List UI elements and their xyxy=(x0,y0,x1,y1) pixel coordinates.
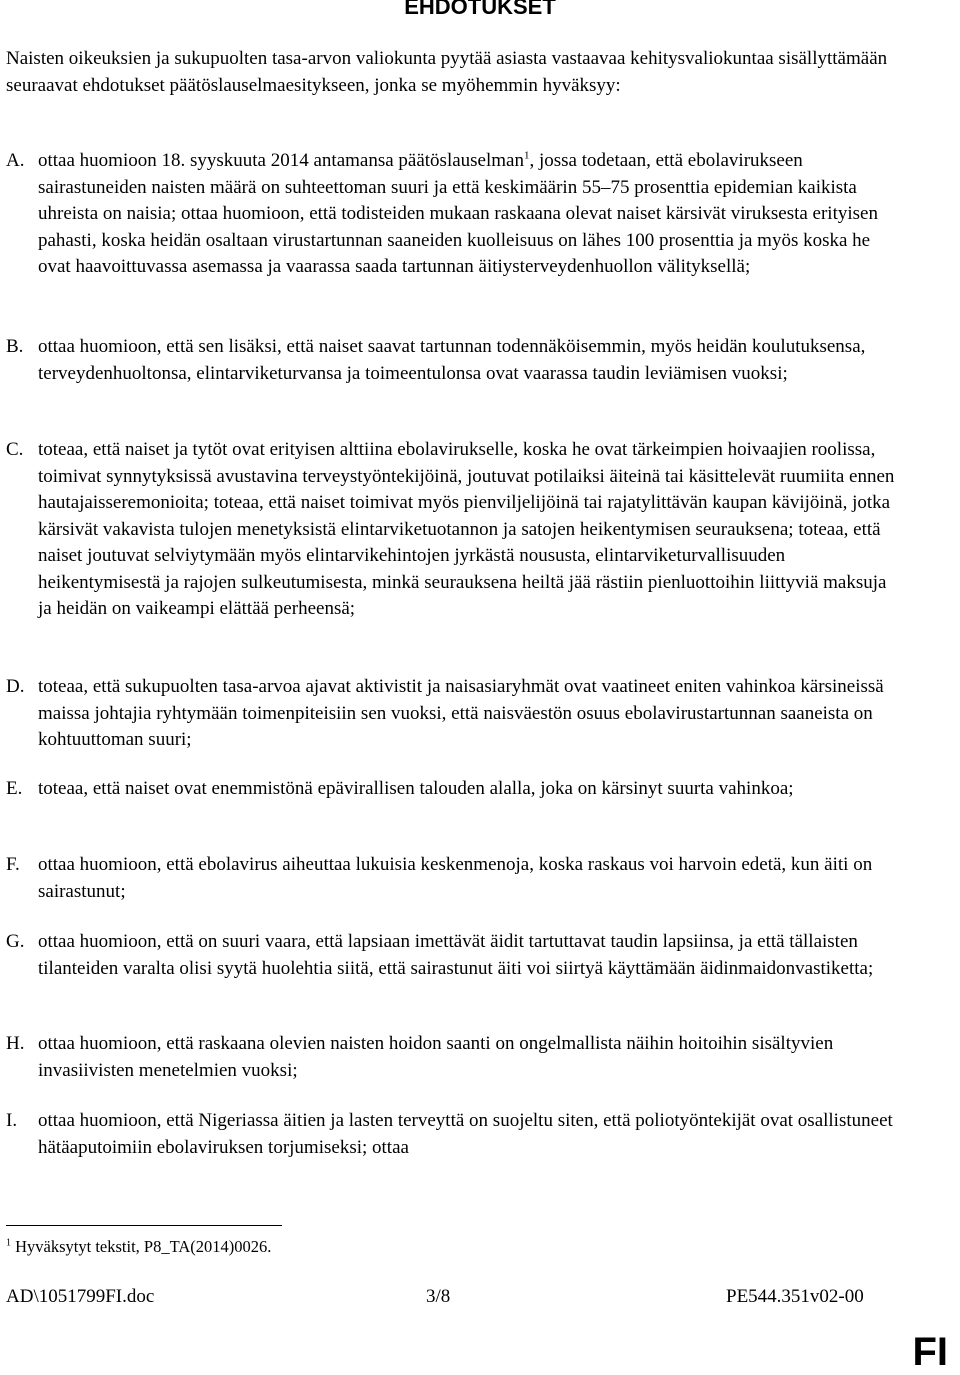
recital-text: ottaa huomioon, että ebolavirus aiheuttaa lukuisia keskenmenoja, koska raskaus voi harvoin edetä, kun äiti on sairastunut; xyxy=(38,854,873,902)
recital-letter: F. xyxy=(6,854,20,875)
recital-text: toteaa, että naiset ja tytöt ovat erityisen alttiina ebolavirukselle, koska he ovat tärkeimpien hoivaajien roolissa, toimivat synnytyksissä avustavina terveystyöntekijöinä, joutuvat potilaiksi äiteinä tai käsittelevät ruumiita ennen hautajaisseremonioita; toteaa, että naiset toimivat myös pienviljelijöinä tai rajatylittävän kaupan kävijöinä, jotka kärsivät vakavista tulojen menetyksistä elintarviketuotannon ja satojen heikentymisen seurauksena; toteaa, että naiset joutuvat selviytymään myös elintarvikehintojen jyrkästä noususta, elintarviketurvallisuuden heikentymisestä ja rajojen sulkeutumisesta, minkä seurauksena heiltä jää rästiin pienluottoihin liittyviä maksuja ja heidän on vaikeampi elättää perheensä; xyxy=(38,439,895,619)
footnote-divider xyxy=(6,1225,282,1226)
recital-letter: H. xyxy=(6,1033,25,1054)
recital-letter: C. xyxy=(6,439,24,460)
recital-letter: A. xyxy=(6,150,25,171)
footer-pe-ref: PE544.351v02-00 xyxy=(726,1286,864,1307)
recital-i xyxy=(6,1108,896,1161)
recital-text: toteaa, että naiset ovat enemmistönä epävirallisen talouden alalla, joka on kärsinyt suurta vahinkoa; xyxy=(38,778,794,799)
recital-letter: G. xyxy=(6,931,25,952)
footnote xyxy=(6,1236,271,1258)
recital-e xyxy=(6,776,896,803)
page-title: EHDOTUKSET xyxy=(404,0,556,19)
recital-text: toteaa, että sukupuolten tasa-arvoa ajavat aktivistit ja naisasiaryhmät ovat vaatineet eniten vahinkoa kärsineissä maissa johtajia ryhtymään toimenpiteisiin sen vuoksi, että naisväestön osuus ebolavirustartunnan saaneista on kohtuuttoman suuri; xyxy=(38,676,884,750)
recital-a xyxy=(6,148,896,281)
recital-h xyxy=(6,1031,896,1084)
footnote-reference: 1 xyxy=(523,149,530,162)
footnote-text: Hyväksytyt tekstit, P8_TA(2014)0026. xyxy=(11,1237,272,1256)
recital-text: ottaa huomioon, että Nigeriassa äitien ja lasten terveyttä on suojeltu siten, että poliotyöntekijät ovat osallistuneet hätäaputoimiin ebolaviruksen torjumiseksi; ottaa xyxy=(38,1110,893,1158)
recital-letter: B. xyxy=(6,336,24,357)
footer-doc-ref: AD\1051799FI.doc xyxy=(6,1286,155,1307)
footer-page-number: 3/8 xyxy=(426,1286,451,1307)
recital-d xyxy=(6,674,896,754)
recital-letter: D. xyxy=(6,676,25,697)
recital-text: ottaa huomioon, että raskaana olevien naisten hoidon saanti on ongelmallista näihin hoitoihin sisältyvien invasiivisten menetelmien vuoksi; xyxy=(38,1033,834,1081)
recital-b xyxy=(6,334,896,387)
footnote-number: 1 xyxy=(6,1237,11,1249)
recital-g xyxy=(6,929,896,982)
recital-text: ottaa huomioon, että sen lisäksi, että naiset saavat tartunnan todennäköisemmin, myös heidän koulutuksensa, terveydenhuoltonsa, elintarviketurvansa ja toimeentulonsa ovat vaarassa taudin leviämisen vuoksi; xyxy=(38,336,866,384)
recital-letter: E. xyxy=(6,778,23,799)
intro-paragraph: Naisten oikeuksien ja sukupuolten tasa-arvon valiokunta pyytää asiasta vastaavaa kehitysvaliokuntaa sisällyttämään seuraavat ehdotukset päätöslauselmaesitykseen, jonka se myöhemmin hyväksyy: xyxy=(6,48,888,96)
recital-letter: I. xyxy=(6,1110,18,1131)
recital-text: ottaa huomioon 18. syyskuuta 2014 antamansa päätöslauselman$^1$, jossa todetaan, että ebolavirukseen sairastuneiden naisten määrä on suhteettoman suuri ja että keskimäärin 55–75 prosenttia epidemian kaikista uhreista on naisia; ottaa huomioon, että todisteiden mukaan raskaana olevat naiset kärsivät viruksesta erityisen pahasti, koska heidän osaltaan virustartunnan saaneiden kuolleisuus on lähes 100 prosenttia ja myös koska he ovat haavoittuvassa asemassa ja vaarassa saada tartunnan äitiysterveydenhuollon välityksellä; xyxy=(38,149,878,277)
recital-c xyxy=(6,437,896,623)
language-mark: FI xyxy=(912,1330,948,1374)
recital-f xyxy=(6,852,896,905)
recital-text: ottaa huomioon, että on suuri vaara, että lapsiaan imettävät äidit tartuttavat taudin lapsiinsa, ja että tällaisten tilanteiden varalta olisi syytä huolehtia siitä, että sairastunut äiti voi siirtyä käyttämään äidinmaidonvastiketta; xyxy=(38,931,874,979)
